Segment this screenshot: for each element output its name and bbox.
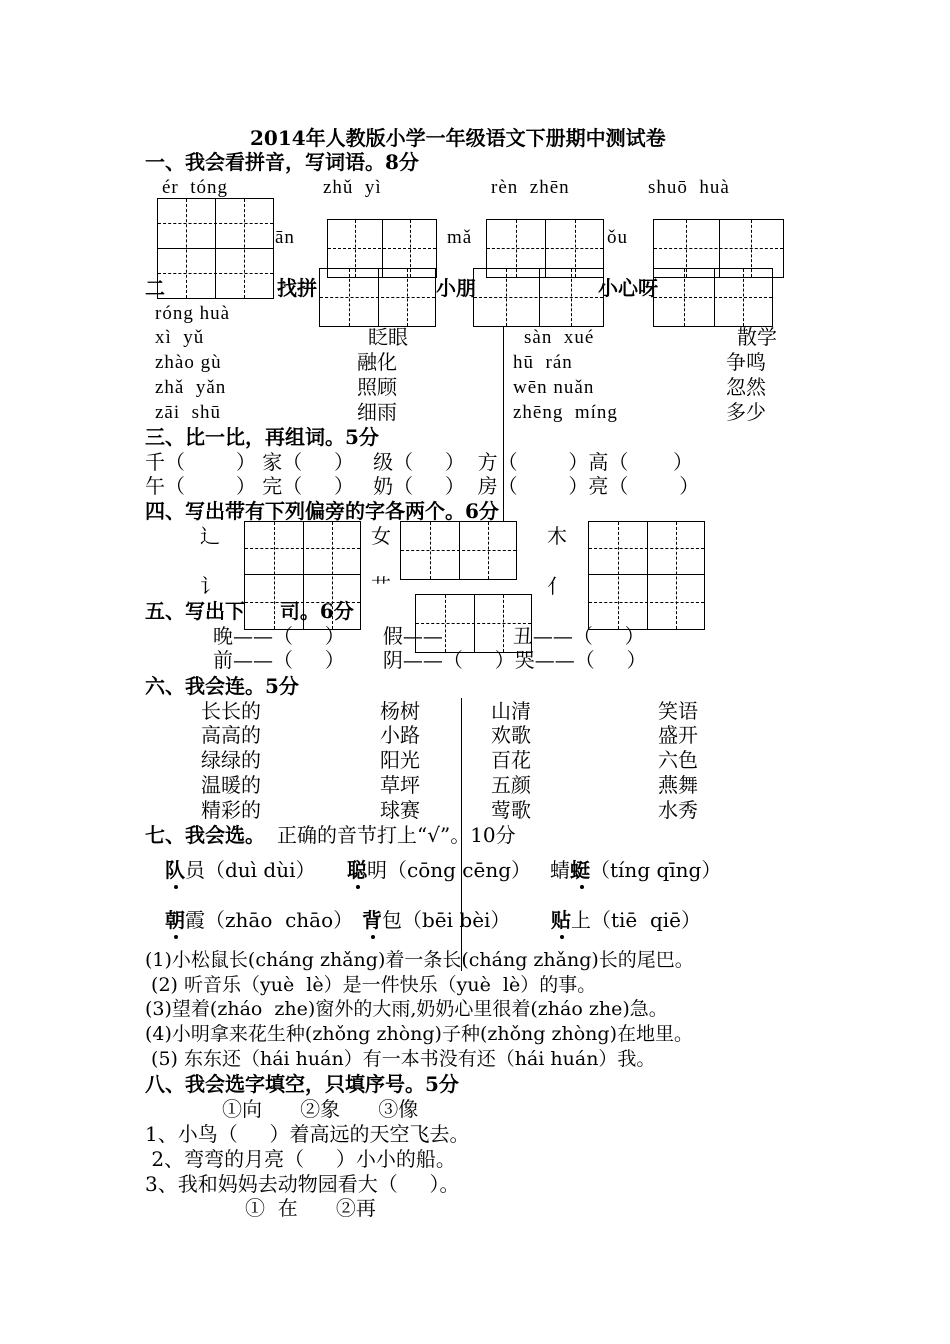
writing-grid[interactable]	[415, 594, 532, 653]
section-4-heading: 四、写出带有下列偏旁的字各两个。6分	[145, 499, 499, 523]
pinyin-er-tong: ér tóng	[162, 177, 229, 198]
match-col3-item: 五颜	[491, 773, 531, 797]
section-3-heading: 三、比一比，再组词。5分	[145, 425, 379, 449]
match-col3-item: 百花	[491, 748, 531, 772]
options-group-1: ①向 ②象 ③像	[222, 1097, 419, 1121]
pinyin-ren-zhen: rèn zhēn	[491, 177, 570, 198]
match-col1-item: 高高的	[201, 723, 261, 747]
writing-grid[interactable]	[157, 198, 274, 299]
match-col4-item: 笑语	[658, 699, 698, 723]
compare-row-1: 千（ ） 家（ ） 级（ ） 方（ ）高（ ）	[145, 450, 693, 474]
match-col4-item: 水秀	[658, 798, 698, 822]
match-col3-item: 莺歌	[491, 798, 531, 822]
pinyin-hu-ran: hū rán	[513, 352, 573, 373]
antonym-row-1: 晚——（ ） 假—— 丑——（ ）	[213, 624, 645, 648]
writing-grid[interactable]	[244, 521, 361, 630]
word-xi-yu: 细雨	[357, 400, 397, 424]
choice-options: 员（duì dùi）	[185, 858, 316, 882]
options-group-2: ① 在 ②再	[245, 1196, 376, 1220]
compare-row-2: 午（ ） 完（ ） 奶（ ） 房（ ）亮（ ）	[145, 474, 700, 498]
antonym-row-2: 前——（ ） 阴——（ ）哭——（ ）	[213, 648, 647, 672]
radical-mu: 木	[547, 524, 567, 548]
writing-grid[interactable]	[653, 268, 773, 327]
dotted-char: 朝	[165, 908, 185, 932]
pinyin-shuo-hua: shuō huà	[648, 177, 730, 198]
polyphone-sentence: (1)小松鼠长(cháng zhǎng)着一条长(cháng zhǎng)长的尾巴。	[145, 949, 694, 971]
word-duo-shao: 多少	[726, 400, 766, 424]
emphasis-dot	[580, 885, 584, 889]
choice-options: 包（bēi bèi）	[382, 908, 511, 932]
word-zhao-gu: 照顾	[357, 375, 397, 399]
section-2-heading-fragment: 小心呀	[598, 276, 658, 300]
pinyin-rong-hua: róng huà	[155, 303, 231, 324]
radical-ren: 亻	[547, 574, 567, 598]
radical-chuo: 辶	[200, 524, 220, 548]
pinyin-zai-shu: zāi shū	[155, 402, 222, 423]
section-5-heading: 五、写出下 司。6分	[145, 599, 354, 623]
radical-nv: 女	[371, 524, 391, 548]
match-col4-item: 六色	[658, 748, 698, 772]
word-rong-hua: 融化	[357, 350, 397, 374]
choice-word	[165, 908, 353, 932]
vertical-rule	[461, 698, 462, 971]
writing-grid[interactable]	[473, 268, 604, 327]
section-1-heading: 一、我会看拼音，写词语。8分	[145, 150, 419, 174]
radical-cao: 艹	[371, 574, 391, 598]
polyphone-sentence: (5) 东东还（hái huán）有一本书没有还（hái huán）我。	[145, 1048, 656, 1070]
section-2-heading-fragment: 找拼	[277, 276, 317, 300]
word-san-xue: 散学	[737, 325, 777, 349]
choice-word	[165, 858, 316, 882]
match-col3-item: 欢歌	[491, 723, 531, 747]
writing-grid[interactable]	[588, 521, 705, 630]
page-title: 2014年人教版小学一年级语文下册期中测试卷	[250, 126, 666, 150]
choice-word	[550, 858, 721, 882]
fill-sentence: 1、小鸟（ ）着高远的天空飞去。	[145, 1122, 470, 1146]
pinyin-zheng-ming: zhēng míng	[513, 402, 618, 423]
choice-options: 霞（zhāo chāo）	[185, 908, 354, 932]
dotted-char: 聪	[347, 858, 367, 882]
match-col2-item: 阳光	[380, 748, 420, 772]
choice-options: 明（cōng cēng）	[367, 858, 532, 882]
section-8-heading: 八、我会选字填空，只填序号。5分	[145, 1072, 459, 1096]
choice-options: （tíng qīng）	[590, 858, 722, 882]
vertical-rule	[503, 327, 504, 522]
match-col1-item: 绿绿的	[201, 748, 261, 772]
match-col2-item: 球赛	[380, 798, 420, 822]
fill-sentence: 3、我和妈妈去动物园看大（ ）。	[145, 1172, 460, 1196]
emphasis-dot	[174, 935, 178, 939]
emphasis-dot	[560, 935, 564, 939]
polyphone-sentence: (2) 听音乐（yuè lè）是一件快乐（yuè lè）的事。	[145, 974, 597, 996]
pinyin-zhu-yi: zhǔ yì	[323, 177, 382, 198]
pinyin-san-xue: sàn xué	[524, 327, 595, 348]
pinyin-fragment: ǒu	[607, 227, 628, 248]
polyphone-sentence: (4)小明拿来花生种(zhǒng zhòng)子种(zhǒng zhòng)在地里。	[145, 1023, 693, 1045]
emphasis-dot	[371, 935, 375, 939]
plain-char: 蜻	[550, 858, 570, 882]
radical-yan: 讠	[200, 574, 220, 598]
match-col2-item: 小路	[380, 723, 420, 747]
emphasis-dot	[174, 885, 178, 889]
writing-grid[interactable]	[400, 521, 517, 580]
fill-sentence: 2、弯弯的月亮（ ）小小的船。	[145, 1147, 456, 1171]
dotted-char: 队	[165, 858, 185, 882]
match-col1-item: 精彩的	[201, 798, 261, 822]
section-2-heading-fragment: 二	[145, 276, 165, 300]
match-col1-item: 长长的	[201, 699, 261, 723]
section-7-instruction: 正确的音节打上“√”。10分	[277, 823, 516, 847]
dotted-char: 蜓	[570, 858, 590, 882]
pinyin-fragment: ān	[275, 227, 295, 248]
pinyin-fragment: mǎ	[447, 227, 473, 248]
match-col2-item: 杨树	[380, 699, 420, 723]
section-6-heading: 六、我会连。5分	[145, 674, 299, 698]
emphasis-dot	[356, 885, 360, 889]
section-2-heading-fragment: 小朋	[436, 276, 476, 300]
choice-word	[362, 908, 510, 932]
section-7-heading: 七、我会选。	[145, 823, 265, 847]
choice-word	[347, 858, 531, 882]
match-col4-item: 盛开	[658, 723, 698, 747]
pinyin-wen-nuan: wēn nuǎn	[513, 377, 595, 398]
choice-word	[551, 908, 701, 932]
choice-options: 上（tiē qiē）	[571, 908, 702, 932]
pinyin-zha-yan: zhǎ yǎn	[155, 377, 227, 398]
pinyin-xi-yu: xì yǔ	[155, 327, 205, 348]
word-zheng-ming: 争鸣	[726, 350, 766, 374]
dotted-char: 背	[362, 908, 382, 932]
word-zha-yan: 眨眼	[368, 325, 408, 349]
dotted-char: 贴	[551, 908, 571, 932]
match-col1-item: 温暖的	[201, 773, 261, 797]
polyphone-sentence: (3)望着(zháo zhe)窗外的大雨,奶奶心里很着(zháo zhe)急。	[145, 998, 668, 1020]
match-col4-item: 燕舞	[658, 773, 698, 797]
writing-grid[interactable]	[319, 268, 436, 327]
match-col3-item: 山清	[491, 699, 531, 723]
match-col2-item: 草坪	[380, 773, 420, 797]
pinyin-zhao-gu: zhào gù	[155, 352, 222, 373]
word-hu-ran: 忽然	[726, 375, 766, 399]
